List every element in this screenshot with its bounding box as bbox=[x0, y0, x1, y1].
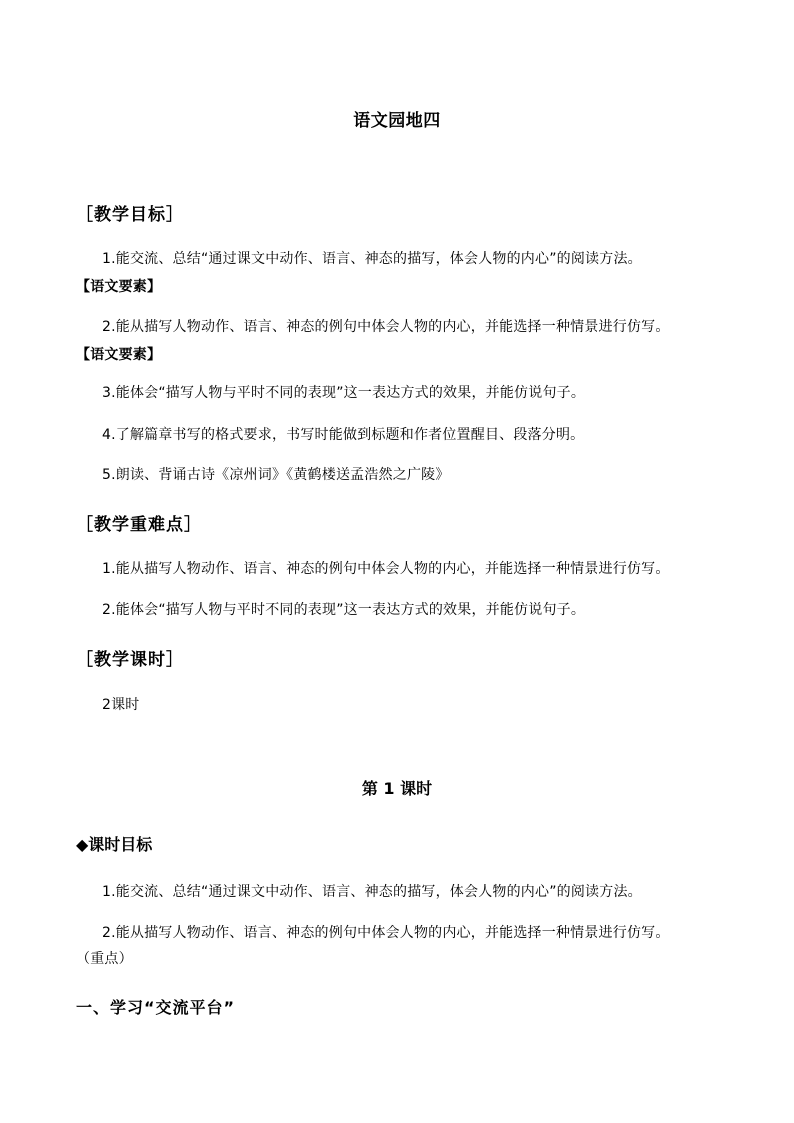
lesson-goal-item-2: 2.能从描写人物动作、语言、神态的例句中体会人物的内心，并能选择一种情景进行仿写。 bbox=[102, 925, 670, 941]
key-note: （重点） bbox=[76, 951, 133, 967]
document-title: 语文园地四 bbox=[353, 111, 441, 131]
key-point-item-2: 2.能体会“描写人物与平时不同的表现”这一表达方式的效果，并能仿说句子。 bbox=[102, 602, 586, 618]
goal-item-5: 5.朗读、背诵古诗《凉州词》《黄鹤楼送孟浩然之广陵》 bbox=[102, 467, 450, 483]
teaching-hours-value: 2课时 bbox=[102, 697, 140, 713]
key-point-item-1: 1.能从描写人物动作、语言、神态的例句中体会人物的内心，并能选择一种情景进行仿写。 bbox=[102, 561, 670, 577]
goal-item-1: 1.能交流、总结“通过课文中动作、语言、神态的描写，体会人物的内心”的阅读方法。 bbox=[102, 251, 642, 267]
lesson-goal-item-1: 1.能交流、总结“通过课文中动作、语言、神态的描写，体会人物的内心”的阅读方法。 bbox=[102, 884, 642, 900]
language-element-tag-2: 【语文要素】 bbox=[76, 347, 162, 363]
part-1-heading: 一、学习“交流平台” bbox=[76, 998, 236, 1017]
goal-item-3: 3.能体会“描写人物与平时不同的表现”这一表达方式的效果，并能仿说句子。 bbox=[102, 385, 586, 401]
lesson-goals-heading: ◆课时目标 bbox=[76, 835, 153, 854]
teaching-hours-heading: ［教学课时］ bbox=[76, 650, 184, 670]
lesson-1-title: 第 1 课时 bbox=[361, 779, 433, 798]
goal-item-4: 4.了解篇章书写的格式要求，书写时能做到标题和作者位置醒目、段落分明。 bbox=[102, 427, 585, 443]
language-element-tag-1: 【语文要素】 bbox=[76, 279, 162, 295]
goal-item-2: 2.能从描写人物动作、语言、神态的例句中体会人物的内心，并能选择一种情景进行仿写。 bbox=[102, 319, 670, 335]
key-points-heading: ［教学重难点］ bbox=[76, 515, 202, 535]
teaching-goals-heading: ［教学目标］ bbox=[76, 205, 184, 225]
